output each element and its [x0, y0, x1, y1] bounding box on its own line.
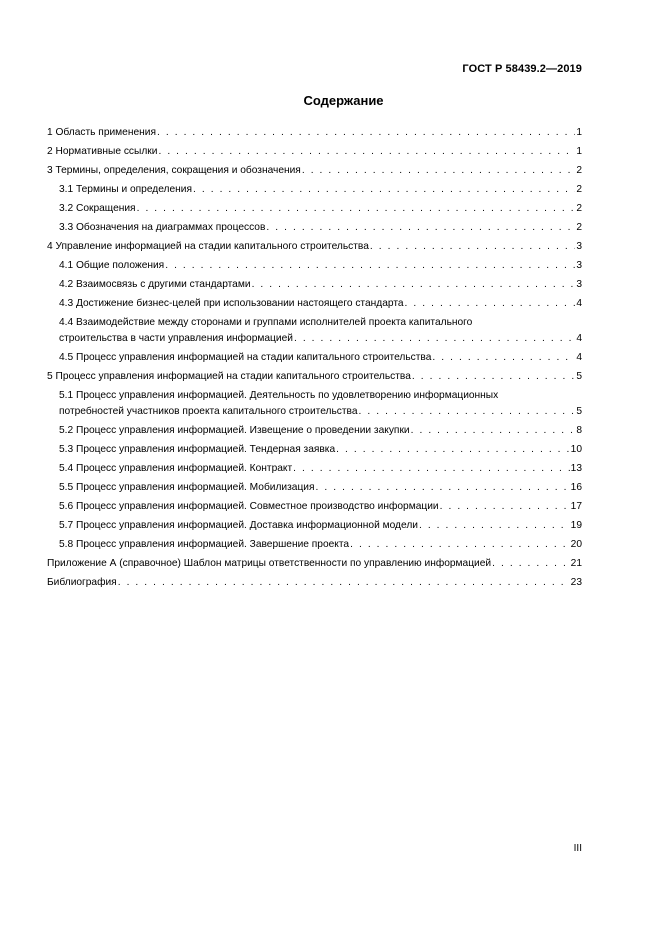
- toc-entry[interactable]: [47, 389, 582, 418]
- toc-entry-text: 3.3 Обозначения на диаграммах процессов: [59, 222, 266, 233]
- toc-entry-page: 2: [576, 203, 582, 214]
- toc-entry-text: 5.8 Процесс управления информацией. Завершение проекта: [59, 539, 350, 550]
- toc-entry[interactable]: [47, 576, 582, 589]
- leader-dots: [350, 538, 570, 551]
- toc-entry-page: 17: [570, 501, 582, 512]
- leader-dots: [405, 297, 576, 310]
- leader-dots: [157, 126, 575, 139]
- toc-entry-page: 10: [570, 444, 582, 455]
- toc-entry[interactable]: [47, 481, 582, 494]
- toc-entry-text: Приложение А (справочное) Шаблон матрицы ответственности по управлению информацией: [47, 558, 492, 569]
- toc-entry[interactable]: [47, 443, 582, 456]
- leader-dots: [411, 424, 576, 437]
- toc-entry[interactable]: [47, 145, 582, 158]
- leader-dots: [370, 240, 575, 253]
- toc-entry[interactable]: [47, 183, 582, 196]
- toc-entry-page: 8: [576, 425, 582, 436]
- toc-entry-text: 3.1 Термины и определения: [59, 184, 192, 195]
- toc-entry-text: 5.2 Процесс управления информацией. Извещение о проведении закупки: [59, 425, 410, 436]
- toc-entry-page: 13: [570, 463, 582, 474]
- leader-dots: [302, 164, 576, 177]
- toc-entry[interactable]: [47, 557, 582, 570]
- toc-entry[interactable]: [47, 164, 582, 177]
- toc-entry-page: 23: [570, 577, 582, 588]
- toc-entry-text: 3 Термины, определения, сокращения и обозначения: [47, 165, 301, 176]
- toc-entry[interactable]: [47, 538, 582, 551]
- toc-entry-text-line1: 4.4 Взаимодействие между сторонами и группами исполнителей проекта капитального: [59, 317, 473, 328]
- leader-dots: [137, 202, 576, 215]
- page-number: III: [573, 843, 582, 854]
- leader-dots: [165, 259, 575, 272]
- toc-entry-page: 3: [576, 241, 582, 252]
- toc-entry-text: потребностей участников проекта капитального строительства: [59, 406, 358, 417]
- leader-dots: [118, 576, 570, 589]
- toc-entry-text: 4 Управление информацией на стадии капитального строительства: [47, 241, 369, 252]
- toc-entry-text: 5 Процесс управления информацией на стадии капитального строительства: [47, 371, 411, 382]
- toc-entry-page: 4: [576, 333, 582, 344]
- toc-entry-text: 5.6 Процесс управления информацией. Совместное производство информации: [59, 501, 439, 512]
- toc-entry-text: 4.3 Достижение бизнес-целей при использовании настоящего стандарта: [59, 298, 404, 309]
- toc-entry-page: 3: [576, 260, 582, 271]
- toc-entry-text: 4.1 Общие положения: [59, 260, 165, 271]
- toc-entry[interactable]: [47, 500, 582, 513]
- leader-dots: [252, 278, 576, 291]
- toc-entry-page: 16: [570, 482, 582, 493]
- toc-entry-page: 1: [576, 146, 582, 157]
- toc-entry[interactable]: [47, 316, 582, 345]
- toc-entry-text: 1 Область применения: [47, 127, 156, 138]
- leader-dots: [158, 145, 575, 158]
- toc-entry-page: 4: [576, 298, 582, 309]
- leader-dots: [266, 221, 575, 234]
- leader-dots: [336, 443, 570, 456]
- toc-entry-text: 5.7 Процесс управления информацией. Доставка информационной модели: [59, 520, 418, 531]
- toc-entry-text: 2 Нормативные ссылки: [47, 146, 158, 157]
- toc-entry[interactable]: [47, 202, 582, 215]
- toc-entry-page: 2: [576, 184, 582, 195]
- toc-entry-text: Библиография: [47, 577, 117, 588]
- toc-entry-text: 4.2 Взаимосвязь с другими стандартами: [59, 279, 251, 290]
- toc-title: Содержание: [303, 93, 384, 108]
- toc-entry[interactable]: [47, 221, 582, 234]
- table-of-contents: [47, 126, 582, 589]
- toc-entry-text: 5.4 Процесс управления информацией. Контракт: [59, 463, 293, 474]
- leader-dots: [412, 370, 575, 383]
- leader-dots: [316, 481, 570, 494]
- toc-entry-page: 21: [570, 558, 582, 569]
- toc-entry[interactable]: [47, 278, 582, 291]
- toc-entry[interactable]: [47, 240, 582, 253]
- leader-dots: [440, 500, 570, 513]
- toc-entry-page: 5: [576, 406, 582, 417]
- toc-entry[interactable]: [47, 462, 582, 475]
- toc-entry-text-line1: 5.1 Процесс управления информацией. Деятельность по удовлетворению информационных: [59, 390, 499, 401]
- toc-entry-text: 5.5 Процесс управления информацией. Мобилизация: [59, 482, 315, 493]
- leader-dots: [492, 557, 570, 570]
- toc-entry-text: 4.5 Процесс управления информацией на стадии капитального строительства: [59, 352, 432, 363]
- leader-dots: [294, 332, 575, 345]
- toc-entry[interactable]: [47, 351, 582, 364]
- toc-entry[interactable]: [47, 259, 582, 272]
- leader-dots: [419, 519, 570, 532]
- toc-entry[interactable]: [47, 519, 582, 532]
- toc-entry-text: 5.3 Процесс управления информацией. Тендерная заявка: [59, 444, 336, 455]
- toc-entry-text: 3.2 Сокращения: [59, 203, 136, 214]
- leader-dots: [359, 405, 576, 418]
- toc-entry-page: 1: [576, 127, 582, 138]
- leader-dots: [432, 351, 575, 364]
- document-code: ГОСТ Р 58439.2—2019: [462, 63, 582, 75]
- toc-entry[interactable]: [47, 424, 582, 437]
- toc-entry-page: 2: [576, 222, 582, 233]
- toc-entry[interactable]: [47, 297, 582, 310]
- toc-entry-text: строительства в части управления информацией: [59, 333, 293, 344]
- toc-entry[interactable]: [47, 126, 582, 139]
- toc-entry-page: 20: [570, 539, 582, 550]
- leader-dots: [193, 183, 575, 196]
- leader-dots: [293, 462, 570, 475]
- toc-entry-page: 3: [576, 279, 582, 290]
- toc-entry-page: 4: [576, 352, 582, 363]
- toc-entry[interactable]: [47, 370, 582, 383]
- toc-entry-page: 2: [576, 165, 582, 176]
- toc-entry-page: 5: [576, 371, 582, 382]
- toc-entry-page: 19: [570, 520, 582, 531]
